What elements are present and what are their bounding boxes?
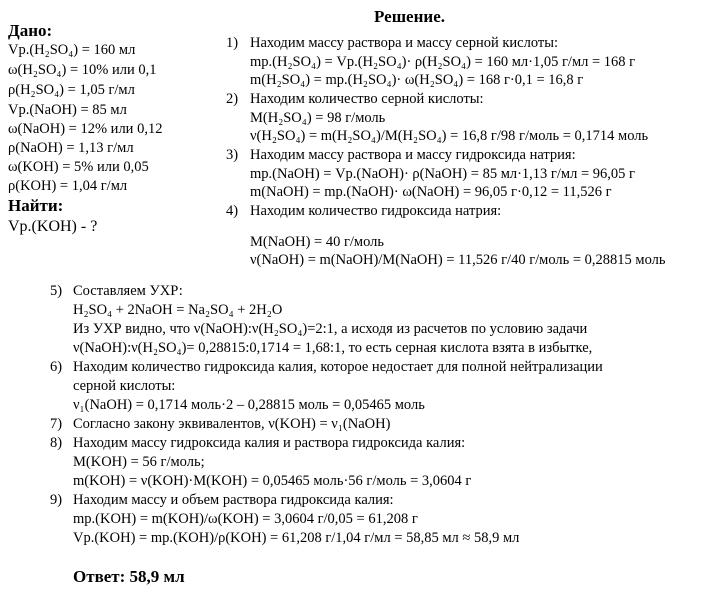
step-number: 5) <box>50 283 63 299</box>
step-text: mр.(NaOH) = Vр.(NaOH)· ρ(NaOH) = 85 мл·1,13 г/мл = 96,05 г <box>250 166 635 182</box>
step-number: 9) <box>50 492 63 508</box>
step-number: 2) <box>226 91 239 107</box>
step-text: Находим количество гидроксида натрия: <box>250 203 502 219</box>
given-line: ω(NaOH) = 12% или 0,12 <box>8 121 163 137</box>
step-text: mр.(H₂SO₄) = Vр.(H₂SO₄)· ρ(H₂SO₄) = 160 мл·1,05 г/мл = 168 г <box>250 54 636 70</box>
step-text: m(H₂SO₄) = mр.(H₂SO₄)· ω(H₂SO₄) = 168 г·0,1 = 16,8 г <box>250 72 584 88</box>
step-number: 8) <box>50 435 63 451</box>
given-line: ω(H₂SO₄) = 10% или 0,1 <box>8 62 157 78</box>
step-text: ν(NaOH) = m(NaOH)/M(NaOH) = 11,526 г/40 г/моль = 0,28815 моль <box>250 252 666 268</box>
step-text: Находим массу раствора и массу гидроксида натрия: <box>250 147 576 163</box>
given-line: Vр.(NaOH) = 85 мл <box>8 102 127 118</box>
step-text: m(NaOH) = mр.(NaOH)· ω(NaOH) = 96,05 г·0,12 = 11,526 г <box>250 184 612 200</box>
step-text: m(KOH) = ν(KOH)·M(KOH) = 0,05465 моль·56 г/моль = 3,0604 г <box>73 473 472 489</box>
step-text: серной кислоты: <box>73 378 176 394</box>
step-number: 6) <box>50 359 63 375</box>
step-text: Находим массу гидроксида калия и раствора гидроксида калия: <box>73 435 466 451</box>
step-text: M(H₂SO₄) = 98 г/моль <box>250 110 386 126</box>
step-text: Vр.(KOH) = mр.(KOH)/ρ(KOH) = 61,208 г/1,04 г/мл = 58,85 мл ≈ 58,9 мл <box>73 530 520 546</box>
step-text: Находим массу раствора и массу серной кислоты: <box>250 35 558 51</box>
step-text: M(KOH) = 56 г/моль; <box>73 454 205 470</box>
step-text: ν(NaOH):ν(H₂SO₄)= 0,28815:0,1714 = 1,68:1, то есть серная кислота взята в избытке, <box>73 340 593 356</box>
step-text: ν(H₂SO₄) = m(H₂SO₄)/M(H₂SO₄) = 16,8 г/98 г/моль = 0,1714 моль <box>250 128 649 144</box>
step-text: M(NaOH) = 40 г/моль <box>250 234 385 250</box>
step-number: 1) <box>226 35 239 51</box>
step-text: mр.(KOH) = m(KOH)/ω(KOH) = 3,0604 г/0,05 = 61,208 г <box>73 511 418 527</box>
answer: Ответ: 58,9 мл <box>73 567 185 586</box>
step-text: H₂SO₄ + 2NaOH = Na₂SO₄ + 2H₂O <box>73 302 283 318</box>
step-text: Составляем УХР: <box>73 283 183 299</box>
step-text: Из УХР видно, что ν(NaOH):ν(H₂SO₄)=2:1, а исходя из расчетов по условию задачи <box>73 321 588 337</box>
step-text: Находим количество серной кислоты: <box>250 91 484 107</box>
step-number: 3) <box>226 147 239 163</box>
given-line: ρ(H₂SO₄) = 1,05 г/мл <box>8 82 135 98</box>
step-text: Согласно закону эквивалентов, ν(KOH) = ν₁(NaOH) <box>73 416 391 432</box>
find-title: Найти: <box>8 196 64 215</box>
step-number: 7) <box>50 416 63 432</box>
given-title: Дано: <box>8 21 53 40</box>
step-text: ν₁(NaOH) = 0,1714 моль·2 – 0,28815 моль = 0,05465 моль <box>73 397 425 413</box>
step-number: 4) <box>226 203 239 219</box>
solution-title: Решение. <box>374 7 445 26</box>
given-line: ω(KOH) = 5% или 0,05 <box>8 159 149 175</box>
step-text: Находим массу и объем раствора гидроксида калия: <box>73 492 394 508</box>
find-line: Vр.(KOH) - ? <box>8 218 98 235</box>
given-line: ρ(KOH) = 1,04 г/мл <box>8 178 128 194</box>
step-text: Находим количество гидроксида калия, которое недостает для полной нейтрализации <box>73 359 603 375</box>
given-line: ρ(NaOH) = 1,13 г/мл <box>8 140 134 156</box>
given-line: Vр.(H₂SO₄) = 160 мл <box>8 42 136 58</box>
